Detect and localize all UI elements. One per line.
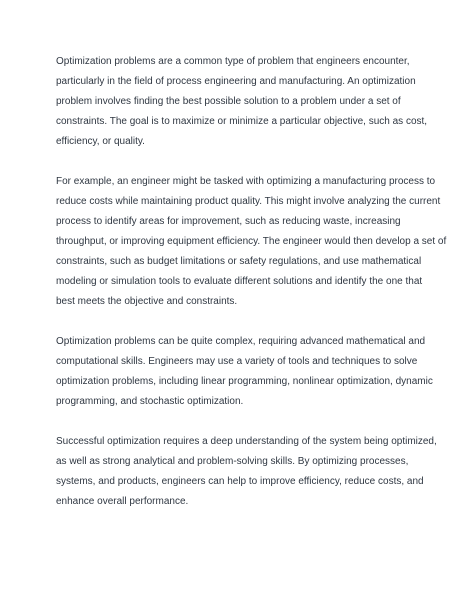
paragraph-line: throughput, or improving equipment efficiency. The engineer would then develop a set of bbox=[56, 236, 447, 247]
paragraph-line: as well as strong analytical and problem-solving skills. By optimizing processes, bbox=[56, 456, 409, 467]
paragraph-line: computational skills. Engineers may use a variety of tools and techniques to solve bbox=[56, 356, 418, 367]
paragraph-line: constraints. The goal is to maximize or minimize a particular objective, such as cost, bbox=[56, 116, 428, 127]
paragraph-line: systems, and products, engineers can help to improve efficiency, reduce costs, and bbox=[56, 476, 424, 487]
paragraph-line: modeling or simulation tools to evaluate different solutions and identify the one that bbox=[56, 276, 423, 287]
paragraph-line: efficiency, or quality. bbox=[56, 136, 145, 147]
paragraph-line: programming, and stochastic optimization. bbox=[56, 396, 244, 407]
paragraph-line: Successful optimization requires a deep understanding of the system being optimized, bbox=[56, 436, 437, 447]
paragraph-3 bbox=[56, 332, 433, 412]
paragraph-line: enhance overall performance. bbox=[56, 496, 189, 507]
paragraph-4 bbox=[56, 432, 437, 512]
paragraph-line: constraints, such as budget limitations or safety regulations, and use mathematical bbox=[56, 256, 422, 267]
paragraph-line: reduce costs while maintaining product quality. This might involve analyzing the current bbox=[56, 196, 441, 207]
paragraph-1 bbox=[56, 52, 428, 152]
document-body bbox=[56, 52, 447, 532]
paragraph-line: Optimization problems are a common type of problem that engineers encounter, bbox=[56, 56, 410, 67]
paragraph-line: best meets the objective and constraints. bbox=[56, 296, 238, 307]
paragraph-2 bbox=[56, 172, 447, 312]
paragraph-line: For example, an engineer might be tasked with optimizing a manufacturing process to bbox=[56, 176, 436, 187]
paragraph-line: problem involves finding the best possible solution to a problem under a set of bbox=[56, 96, 401, 107]
paragraph-line: Optimization problems can be quite complex, requiring advanced mathematical and bbox=[56, 336, 426, 347]
paragraph-line: particularly in the field of process engineering and manufacturing. An optimization bbox=[56, 76, 416, 87]
paragraph-line: optimization problems, including linear programming, nonlinear optimization, dynamic bbox=[56, 376, 433, 387]
paragraph-line: process to identify areas for improvement, such as reducing waste, increasing bbox=[56, 216, 401, 227]
